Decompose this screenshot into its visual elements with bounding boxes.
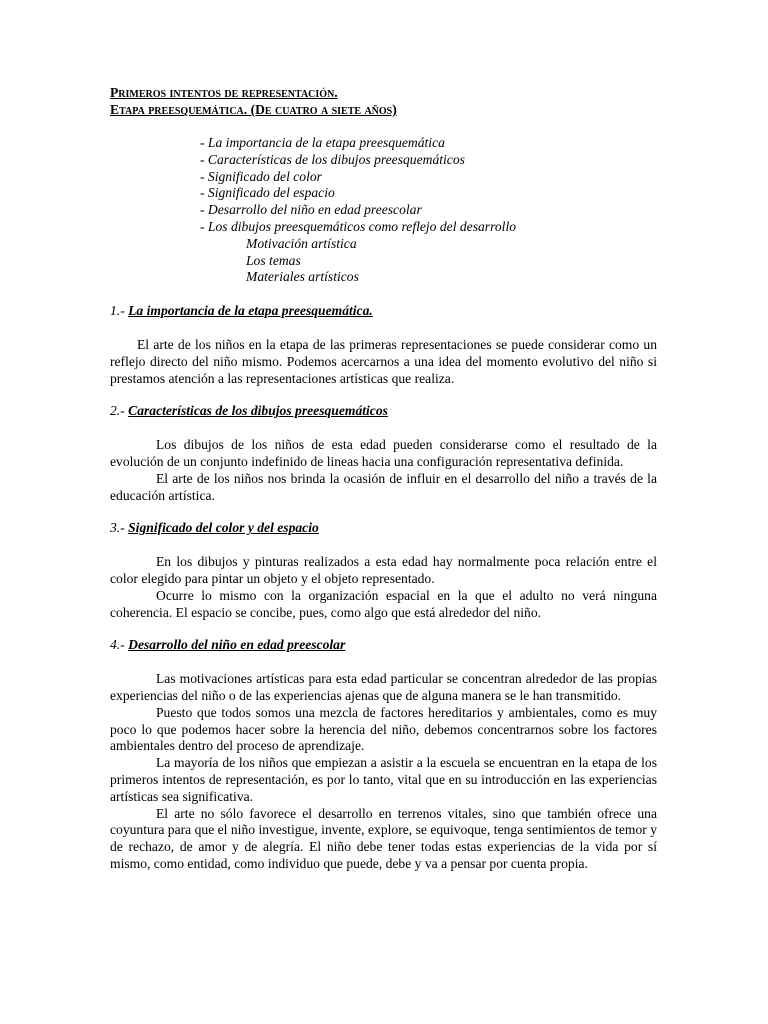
section-label: Características de los dibujos preesquemáticos — [128, 403, 388, 419]
paragraph: La mayoría de los niños que empiezan a asistir a la escuela se encuentran en la etapa de los primeros intentos de representación, es por lo tanto, vital que en su introducción en las experiencias artísticas sea significativa. — [110, 755, 657, 804]
table-of-contents — [200, 135, 657, 286]
toc-item: - La importancia de la etapa preesquemática — [200, 135, 445, 150]
toc-item: - Significado del color — [200, 168, 322, 184]
document-title — [110, 84, 657, 118]
toc-subitem: Motivación artística — [246, 235, 357, 251]
section-heading-2 — [110, 403, 657, 420]
paragraph: En los dibujos y pinturas realizados a esta edad hay normalmente poca relación entre el color elegido para pintar un objeto y el objeto representado. — [110, 554, 657, 586]
toc-item: - Los dibujos preesquemáticos como reflejo del desarrollo — [200, 218, 517, 234]
section-number: 3.- — [110, 520, 129, 536]
paragraph: Ocurre lo mismo con la organización espacial en la que el adulto no verá ninguna coherencia. El espacio se concibe, pues, como algo que está alrededor del niño. — [110, 587, 657, 620]
section-number: 2.- — [110, 403, 129, 419]
toc-subitem: Materiales artísticos — [246, 269, 359, 285]
document-body — [110, 84, 657, 873]
section-label: Significado del color y del espacio — [128, 520, 319, 536]
paragraph: El arte no sólo favorece el desarrollo en terrenos vitales, sino que también ofrece una coyuntura para que el niño investigue, invente, explore, se equivoque, tenga sentimientos de temor y de rechazo, de amor y de alegría. El niño debe tener todas estas experiencias de la vida por sí mismo, como entidad, como individuo que puede, debe y va a pensar por cuenta propia. — [110, 805, 657, 871]
toc-subitem: Los temas — [246, 252, 301, 268]
toc-item: - Significado del espacio — [200, 185, 335, 201]
section-heading-4 — [110, 637, 657, 654]
section-label: La importancia de la etapa preesquemática. — [128, 303, 373, 319]
toc-item: - Características de los dibujos preesquemáticos — [200, 151, 465, 167]
section-label: Desarrollo del niño en edad preescolar — [128, 637, 346, 653]
paragraph: El arte de los niños nos brinda la ocasión de influir en el desarrollo del niño a través de la educación artística. — [110, 470, 657, 503]
section-number: 1.- — [110, 303, 129, 319]
paragraph: Los dibujos de los niños de esta edad pueden considerarse como el resultado de la evolución de un conjunto indefinido de lineas hacia una configuración representativa definida. — [110, 437, 657, 469]
section-number: 4.- — [110, 637, 129, 653]
title-line-1: Primeros intentos de representación. — [110, 85, 338, 100]
toc-item: - Desarrollo del niño en edad preescolar — [200, 202, 422, 218]
paragraph: Puesto que todos somos una mezcla de factores hereditarios y ambientales, como es muy poco lo que podemos hacer sobre la herencia del niño, debemos concentrarnos sobre los factores ambientales dentro del proceso de aprendizaje. — [110, 704, 657, 754]
section-heading-3 — [110, 520, 657, 537]
paragraph: El arte de los niños en la etapa de las primeras representaciones se puede considerar como un reflejo directo del niño mismo. Podemos acercarnos a una idea del momento evolutivo del niño si prestamos atención a las representaciones artísticas que realiza. — [110, 336, 657, 386]
section-heading-1 — [110, 303, 657, 320]
paragraph: Las motivaciones artísticas para esta edad particular se concentran alrededor de las propias experiencias del niño o de las experiencias ajenas que de alguna manera se le han transmitido. — [110, 671, 657, 703]
title-line-2: Etapa preesquemática. (De cuatro a siete años) — [110, 102, 397, 117]
